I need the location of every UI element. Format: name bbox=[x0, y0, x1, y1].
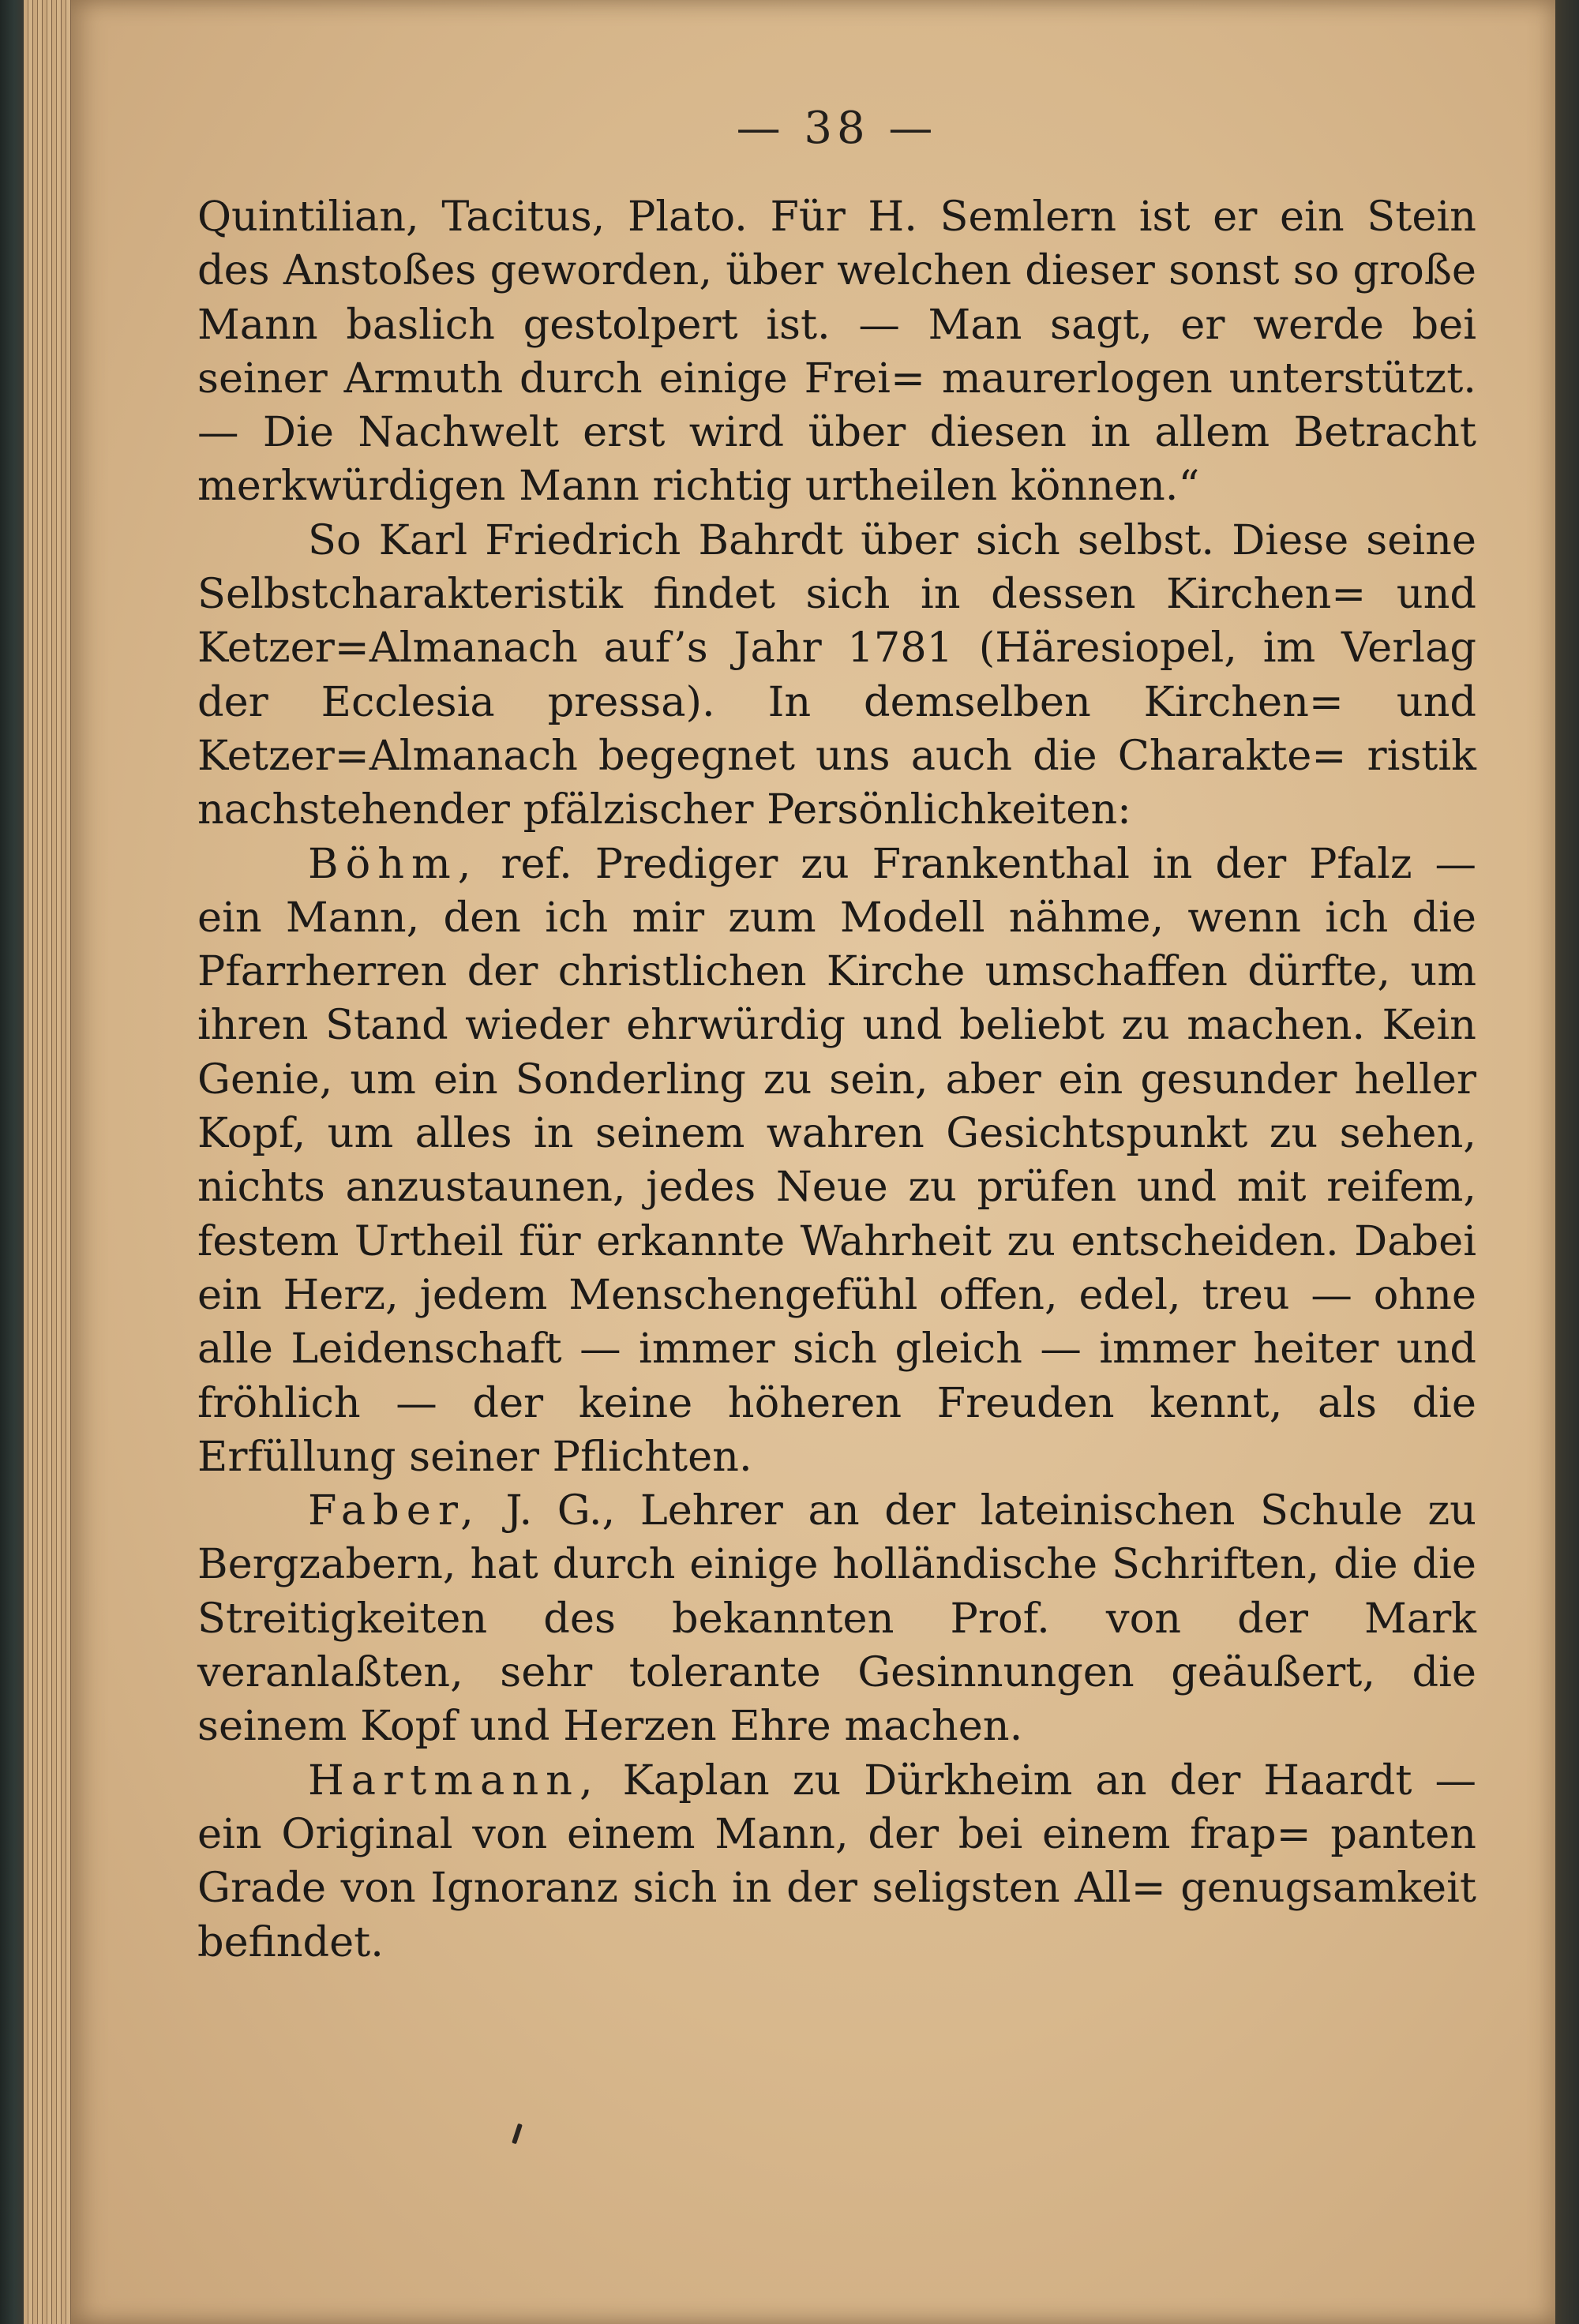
book-binding bbox=[0, 0, 24, 2324]
entry-text: Kaplan zu Dürkheim an der Haardt — ein Original von einem Mann, der bei einem frap= panten Grade von Ignoranz sich in der seligsten All= genugsamkeit befindet. bbox=[197, 1756, 1476, 1966]
right-margin bbox=[1555, 0, 1579, 2324]
entry-name: Böhm, bbox=[308, 839, 478, 888]
entry-text: ref. Prediger zu Frankenthal in der Pfalz — ein Mann, den ich mir zum Modell nähme, wenn ich die Pfarrherren der christlichen Kirche umschaffen dürfte, um ihren Stand wieder ehrwürdig und beliebt zu machen. Kein Genie, um ein Sonderling zu sein, aber ein gesunder heller Kopf, um alles in seinem wahren Gesichtspunkt zu sehen, nichts anzustaunen, jedes Neue zu prüfen und mit reifem, festem Urtheil für erkannte Wahrheit zu entscheiden. Dabei ein Herz, jedem Menschengefühl offen, edel, treu — ohne alle Leidenschaft — immer sich gleich — immer heiter und fröhlich — der keine höheren Freuden kennt, als die Erfüllung seiner Pflichten. bbox=[197, 839, 1476, 1481]
entry-name: Hartmann, bbox=[308, 1756, 600, 1805]
entry-hartmann bbox=[197, 1754, 1476, 1970]
entry-name: Faber, bbox=[308, 1486, 481, 1535]
page-number: — 38 — bbox=[736, 103, 938, 154]
entry-boehm bbox=[197, 838, 1476, 1485]
entry-faber bbox=[197, 1484, 1476, 1753]
paragraph-quote-end: Quintilian, Tacitus, Plato. Für H. Semlern ist er ein Stein des Anstoßes geworden, über welchen dieser sonst so große Mann baslich gestolpert ist. — Man sagt, er werde bei seiner Armuth durch einige Frei= maurerlogen unterstützt. — Die Nachwelt erst wird über diesen in allem Betracht merkwürdigen Mann richtig urtheilen können.“ bbox=[197, 193, 1476, 511]
entry-text: J. G., Lehrer an der lateinischen Schule zu Bergzabern, hat durch einige holländische Schriften, die die Streitigkeiten des bekannten Prof. von der Mark veranlaßten, sehr tolerante Gesinnungen geäußert, die seinem Kopf und Herzen Ehre machen. bbox=[197, 1486, 1476, 1751]
paragraph-bahrdt: So Karl Friedrich Bahrdt über sich selbst. Diese seine Selbstcharakteristik findet sich in dessen Kirchen= und Ketzer=Almanach auf’s Jahr 1781 (Häresiopel, im Verlag der Ecclesia pressa). In demselben Kirchen= und Ketzer=Almanach begegnet uns auch die Charakte= ristik nachstehender pfälzischer Persönlichkeiten: bbox=[197, 515, 1476, 834]
page-content bbox=[197, 103, 1476, 1970]
page-edges bbox=[24, 0, 71, 2324]
